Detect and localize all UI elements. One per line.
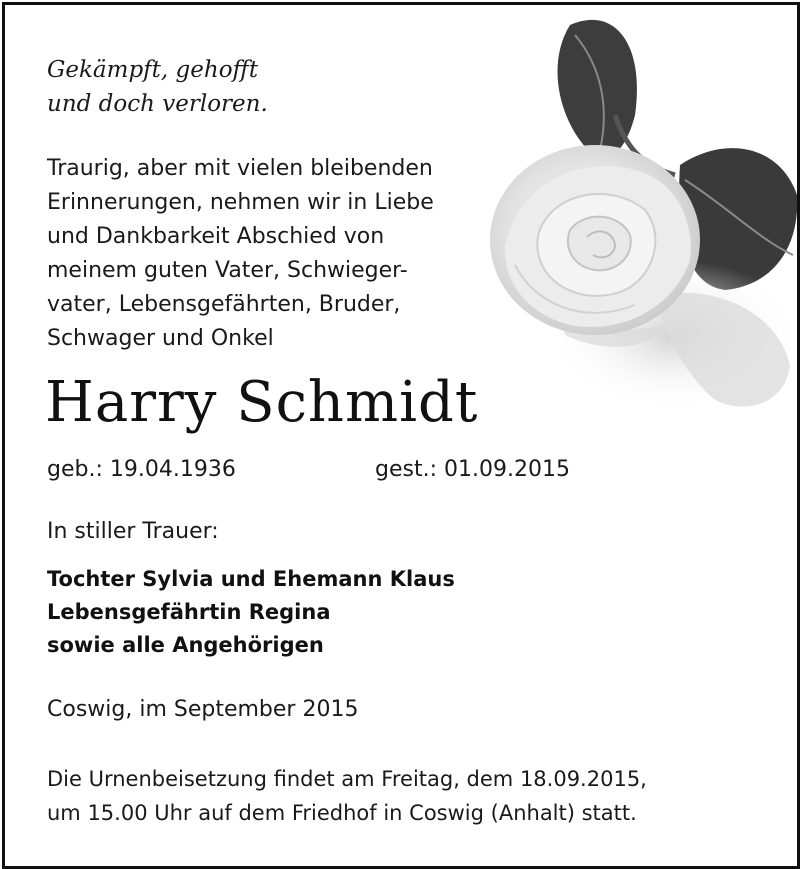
mourner-entry: Tochter Sylvia und Ehemann Klaus [47,567,455,591]
mourners-list [47,563,455,662]
death-date: gest.: 01.09.2015 [375,457,570,482]
burial-line: Die Urnenbeisetzung findet am Freitag, dem 18.09.2015, [47,767,647,791]
intro-paragraph [47,152,487,356]
intro-line: und Dankbarkeit Abschied von [47,224,385,249]
place-date: Coswig, im September 2015 [47,697,359,722]
intro-line: Traurig, aber mit vielen bleibenden [47,156,433,181]
mourning-label: In stiller Trauer: [47,519,219,544]
burial-notice [47,762,647,830]
intro-line: Erinnerungen, nehmen wir in Liebe [47,190,434,215]
burial-line: um 15.00 Uhr auf dem Friedhof in Coswig (Anhalt) statt. [47,801,637,825]
birth-date: geb.: 19.04.1936 [47,457,236,482]
deceased-name: Harry Schmidt [45,370,479,435]
obituary-frame [2,2,800,869]
mourner-entry: sowie alle Angehörigen [47,633,324,657]
motto-line: Gekämpft, gehofft [47,57,259,83]
motto-line: und doch verloren. [47,91,268,117]
rose-illustration [475,5,800,435]
mourner-entry: Lebensgefährtin Regina [47,600,331,624]
intro-line: Schwager und Onkel [47,326,274,351]
intro-line: vater, Lebensgefährten, Bruder, [47,292,401,317]
intro-line: meinem guten Vater, Schwieger- [47,258,408,283]
motto-verse [47,53,268,121]
